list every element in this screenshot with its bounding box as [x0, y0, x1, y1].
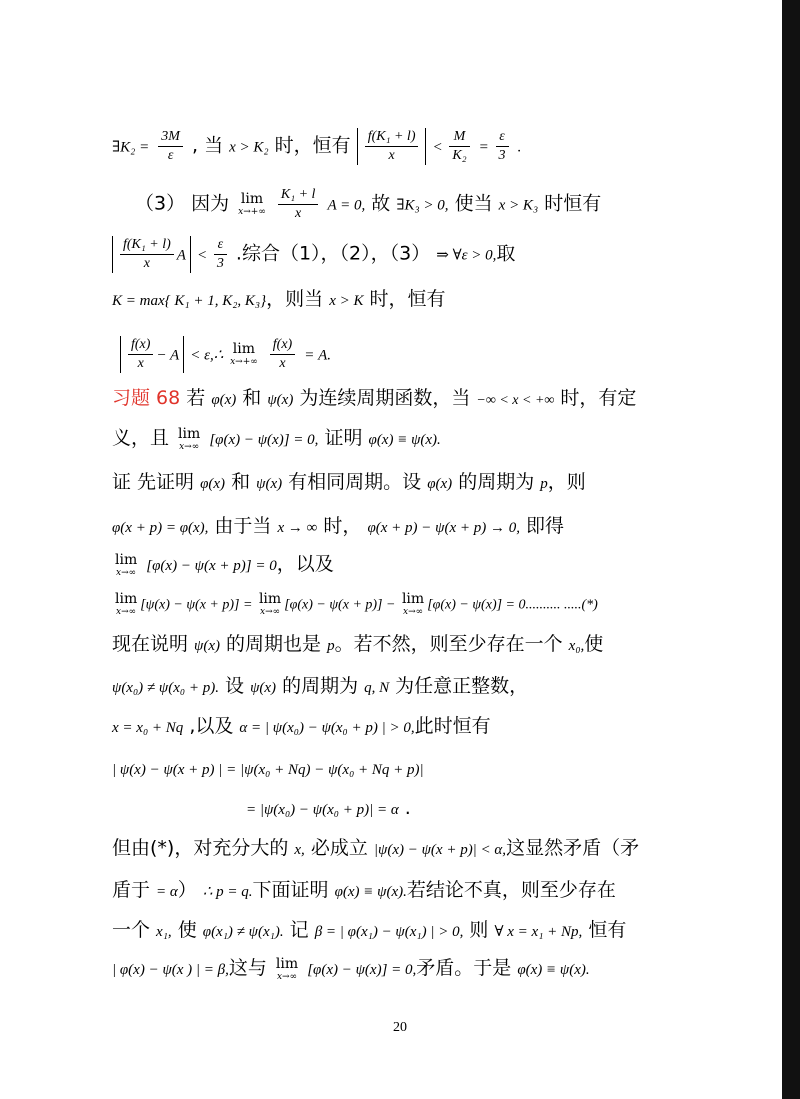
line-13: ψ(x₀) ≠ ψ(x₀ + p). 设 ψ(x) 的周期为 q, N 为任意正整数， [112, 675, 529, 697]
line-14: x = x₀ + Nq ,以及 α = | ψ(x₀) − ψ(x₀ + p) | > 0,此时恒有 [112, 715, 491, 737]
abs-value: $\frac{\text{f(K₁ + l)}}{x}$ [357, 128, 427, 165]
line-19: 一个 x₁, 使 φ(x₁) ≠ ψ(x₁). 记 β = | φ(x₁) − ψ(x₁) | > 0, 则 ∀ x = x₁ + Np, 恒有 [112, 919, 627, 941]
line-18: 盾于 = α） ∴ p = q.下面证明 φ(x) ≡ ψ(x).若结论不真，则至少存在 [112, 879, 616, 901]
limit: lim x→+∞ [238, 191, 266, 217]
line-10: lim x→∞ [φ(x) − ψ(x + p)] = 0，以及 [115, 551, 334, 578]
line-16: = |ψ(x₀) − ψ(x₀ + p)| = α . [246, 797, 411, 819]
line-15: | ψ(x) − ψ(x + p) | = |ψ(x₀ + Nq) − ψ(x₀ + Nq + p)| [112, 762, 424, 778]
line-8: 证 先证明 φ(x) 和 ψ(x) 有相同周期。设 φ(x) 的周期为 p，则 [112, 471, 586, 493]
page-edge-bar [782, 0, 800, 1099]
line-17: 但由(*)，对充分大的 x, 必成立 |ψ(x) − ψ(x + p)| < α,这显然矛盾（矛 [112, 837, 640, 859]
fraction-3m-over-eps: $\frac{3M}{\varepsilon}$ [158, 128, 183, 165]
line-3: $\frac{\text{f(K₁ + l)}}{x}$ A < $\frac{\varepsilon}{3}$ .综合（1），（2），（3） ⇒ ∀ε > 0,取 [112, 236, 515, 273]
line-7: 义，且 lim x→∞ [φ(x) − ψ(x)] = 0, 证明 φ(x) ≡ ψ(x). [112, 425, 441, 452]
line-9: φ(x + p) = φ(x), 由于当 x → ∞ 时， φ(x + p) − ψ(x + p) → 0, 即得 [112, 515, 565, 537]
page-number: 20 [393, 1020, 407, 1035]
line-5: $\frac{f(x)}{x}$ − A < ε,∴ lim x→+∞ $\frac{f(x)}{x}$ = A. [120, 336, 331, 373]
line-12: 现在说明 ψ(x) 的周期也是 p。若不然，则至少存在一个 x₀,使 [112, 633, 604, 655]
line-6: 习题 68 若 φ(x) 和 ψ(x) 为连续周期函数，当 −∞ < x < +∞ 时，有定 [112, 387, 637, 409]
line-11: lim x→∞ [ψ(x) − ψ(x + p)] = lim x→∞ [φ(x) − ψ(x + p)] − lim x→∞ [φ(x) − ψ(x)] = 0.......... .....(*) [115, 591, 598, 617]
line-20: | φ(x) − ψ(x ) | = β,这与 lim x→∞ [φ(x) − ψ(x)] = 0,矛盾。于是 φ(x) ≡ ψ(x). [112, 955, 590, 982]
line-2: （3） 因为 lim x→+∞ $\frac{\text{K₁ + l}}{x}$ A = 0, 故 ∃K₃ > 0, 使当 x > K₃ 时恒有 [135, 187, 602, 221]
line-4: K = max{ K₁ + 1, K₂, K₃}，则当 x > K 时，恒有 [112, 288, 446, 310]
line-1: ∃K₂ = $\frac{3M}{\varepsilon}$ , 当 x > K₂ 时，恒有 $\frac{\text{f(K₁ + l)}}{x}$ < $\frac{M}{\text{K₂}}$ = $\frac{\varepsilon}{3}$ . [112, 129, 522, 163]
exercise-label: 习题 68 [112, 387, 181, 409]
